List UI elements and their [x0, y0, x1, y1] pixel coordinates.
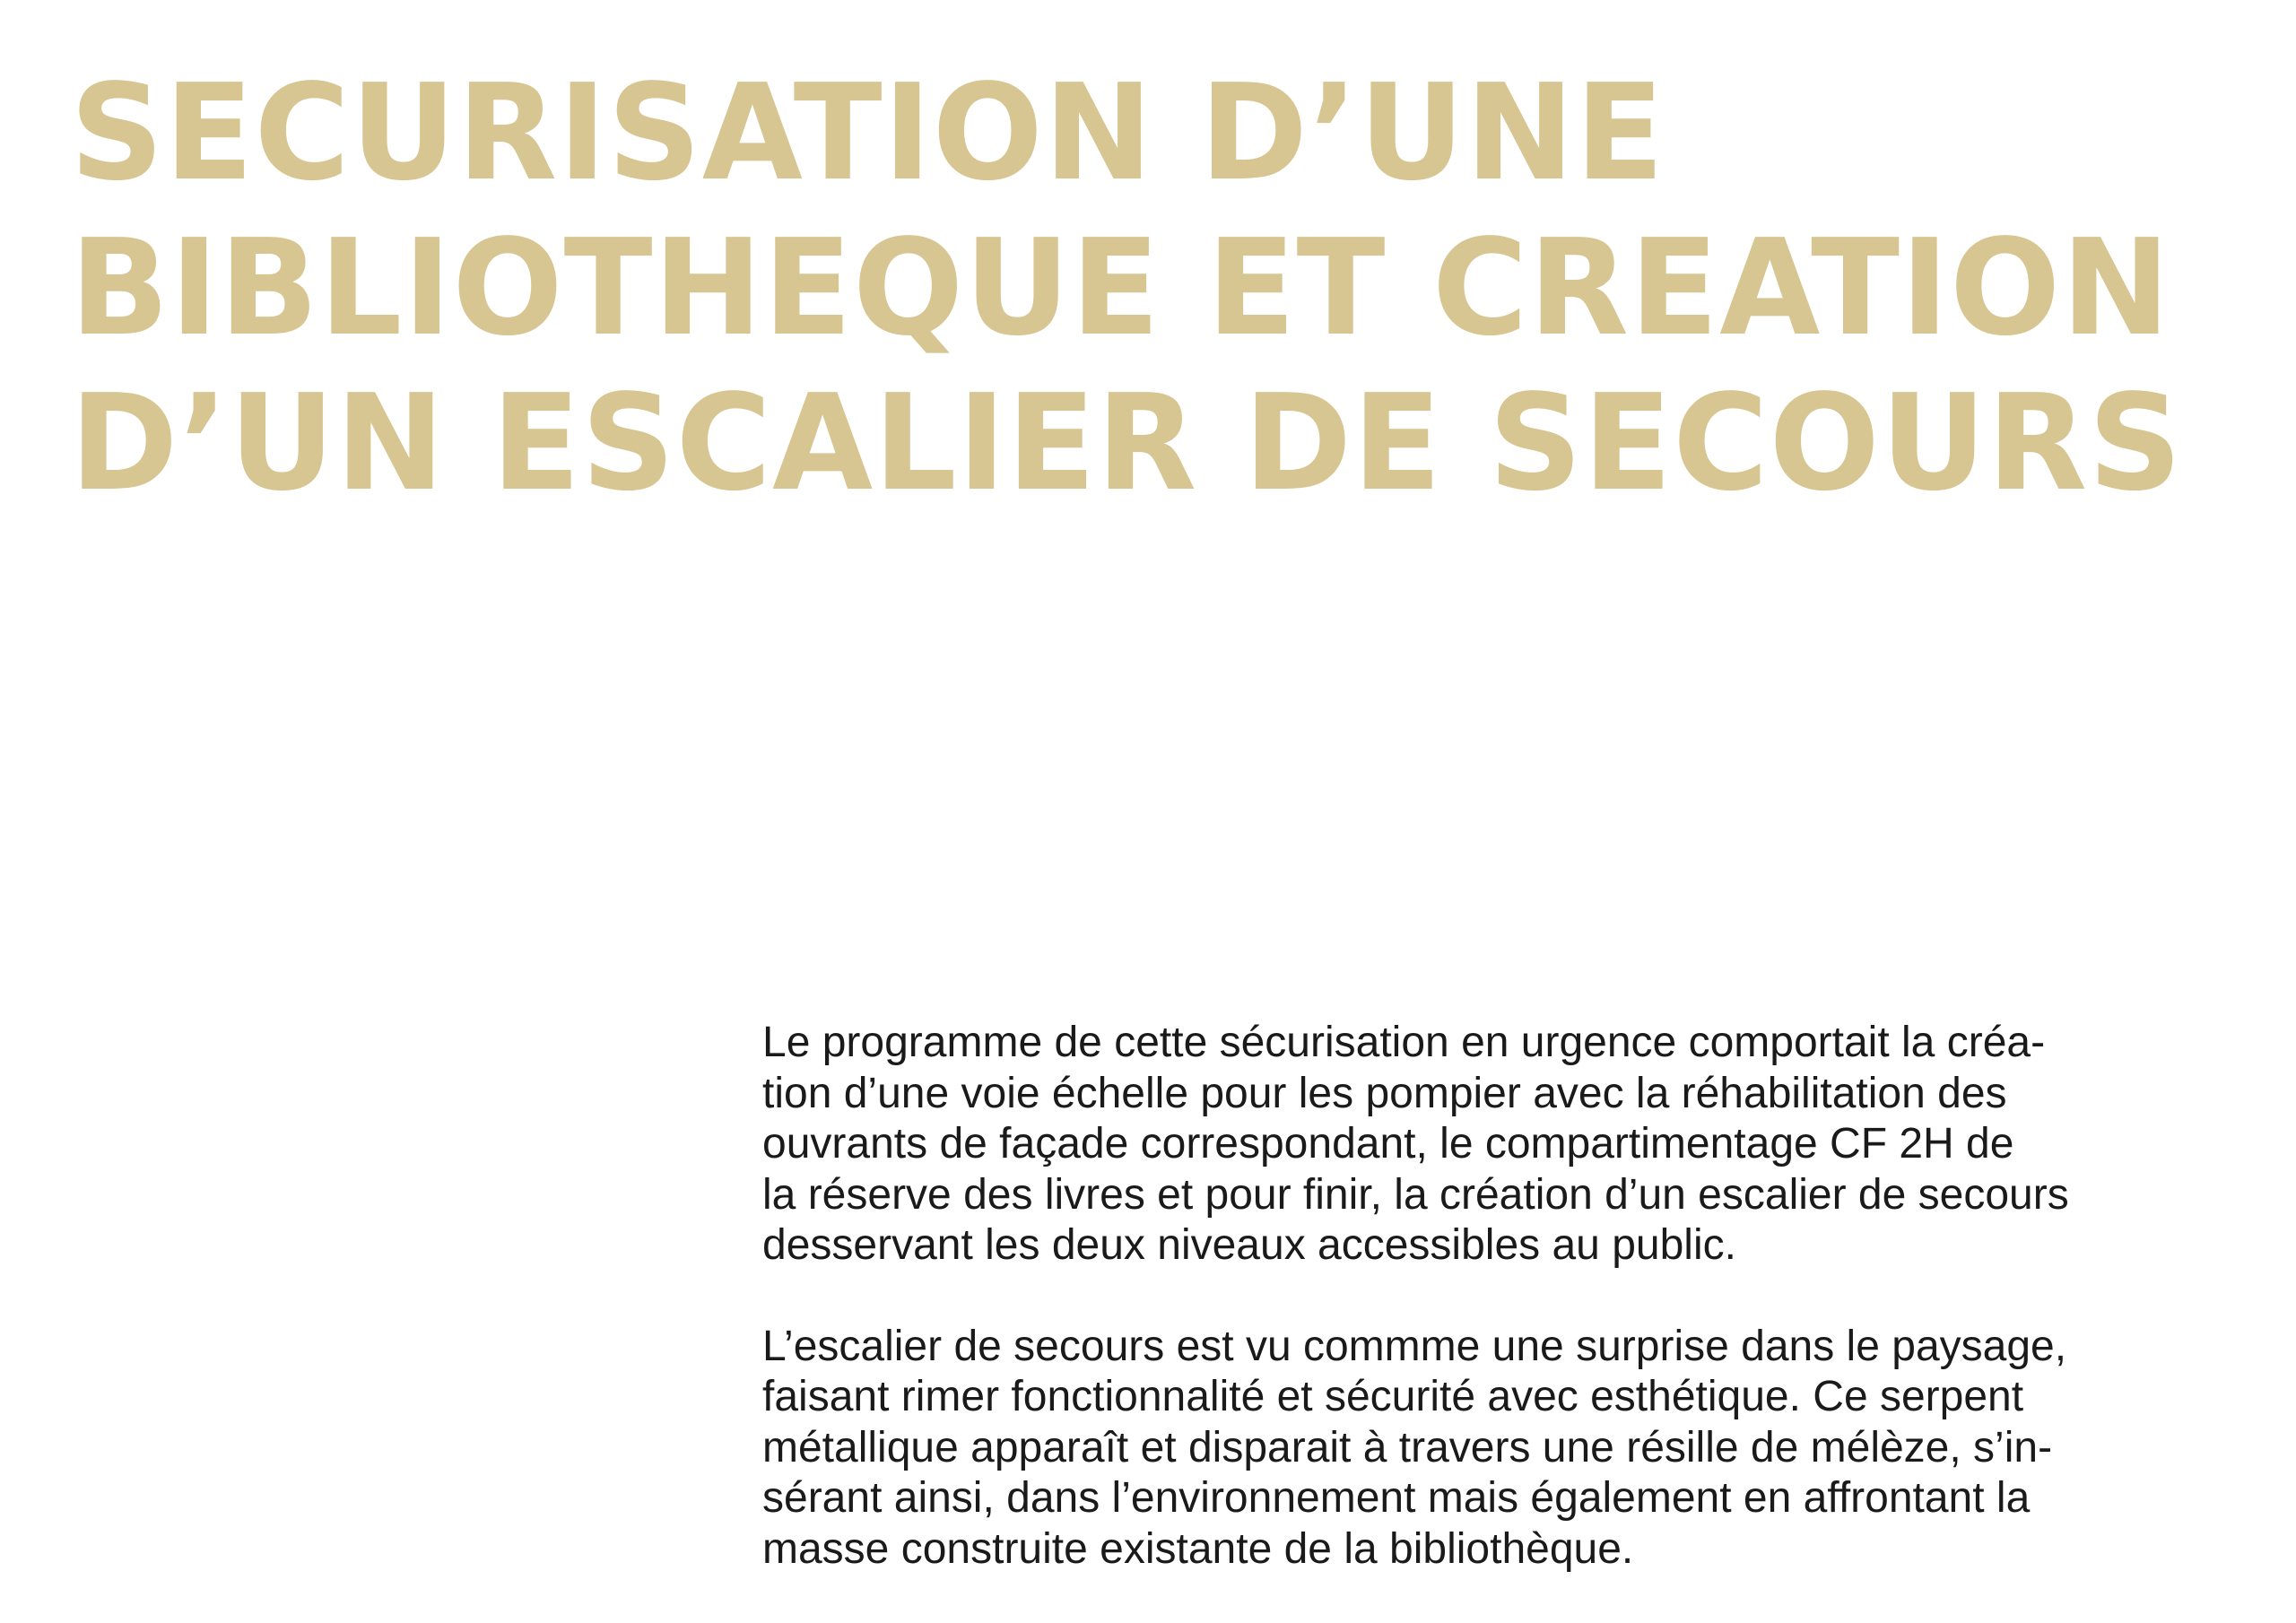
- paragraph-1-line-5: desservant les deux niveaux accessibles au public.: [762, 1221, 1736, 1269]
- title-line-1: SECURISATION D’UNE: [70, 56, 1665, 210]
- title-line-2: BIBLIOTHEQUE ET CREATION: [70, 211, 2171, 365]
- paragraph-1-line-3: ouvrants de façade correspondant, le compartimentage CF 2H de: [762, 1120, 2014, 1167]
- title-line-3: D’UN ESCALIER DE SECOURS: [70, 366, 2183, 520]
- paragraph-2: [762, 1322, 2233, 1575]
- paragraph-2-line-3: métallique apparaît et disparait à travers une résille de mélèze, s’in-: [762, 1423, 2053, 1471]
- paragraph-1-line-2: tion d’une voie échelle pour les pompier avec la réhabilitation des: [762, 1069, 2007, 1117]
- paragraph-1-line-1: Le programme de cette sécurisation en urgence comportait la créa-: [762, 1019, 2046, 1066]
- paragraph-2-line-5: masse construite existante de la bibliothèque.: [762, 1524, 1634, 1573]
- body-text: [762, 1018, 2233, 1575]
- paragraph-1: [762, 1018, 2233, 1271]
- paragraph-1-line-4: la réserve des livres et pour finir, la création d’un escalier de secours: [762, 1170, 2069, 1219]
- paragraph-2-line-2: faisant rimer fonctionnalité et sécurité avec esthétique. Ce serpent: [762, 1373, 2024, 1420]
- paragraph-2-line-1: L’escalier de secours est vu commme une surprise dans le paysage,: [762, 1322, 2067, 1370]
- paragraph-2-line-4: sérant ainsi, dans l’environnement mais également en affrontant la: [762, 1474, 2031, 1522]
- page-title: [70, 56, 2183, 521]
